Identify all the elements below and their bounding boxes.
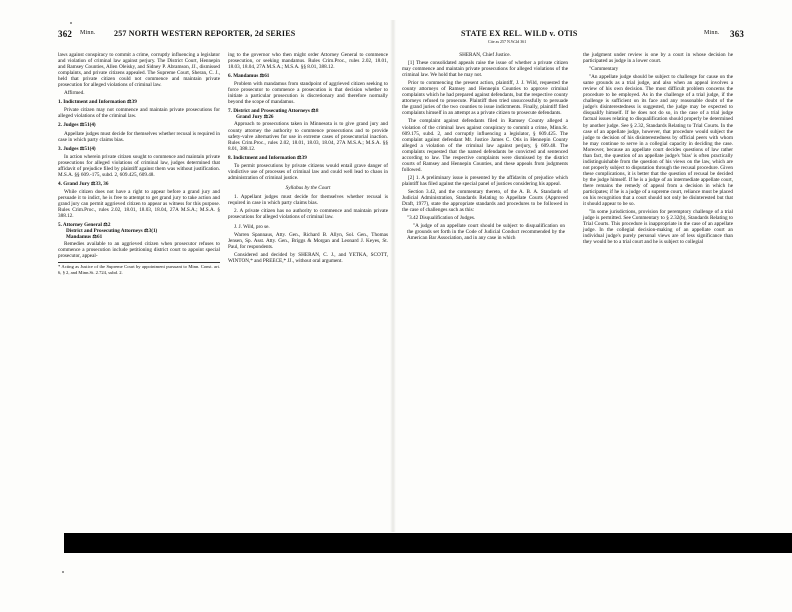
scan-speck — [70, 22, 72, 24]
headnote-7-title-a: 7. District and Prosecuting Attorneys ⚖8 — [228, 108, 319, 115]
quote-continued: the judgment under review is one by a court in whose decision he participated as judge in a lower court. — [583, 52, 733, 65]
right-citation: Cite as 257 N.W.2d 361 — [488, 39, 527, 44]
scan-black-band — [64, 533, 792, 553]
syllabus-title: Syllabus by the Court — [285, 184, 331, 191]
opinion-author: SHERAN, Chief Justice. — [459, 52, 511, 58]
footnote: * Acting as Justice of the Supreme Court by appointment pursuant to Minn. Const. art. 6, § 2, and Minn.St. 2.724, subd. 2. — [58, 264, 220, 275]
headnote-5-text: Remedies available to an aggrieved citizen when prosecutor refuses to commence a prosecution include petitioning district court to appoint special prosecutor, appeal- — [58, 241, 220, 260]
panel-statement: Considered and decided by SHERAN, C. J., and YETKA, SCOTT, WINTON,* and PREECE,* JJ., without oral argument. — [228, 252, 388, 265]
headnote-8-text: To permit prosecutions by private citizens would entail grave danger of vindictive use of processes of criminal law and could well lead to chaos in administration of criminal justice. — [228, 162, 388, 181]
commentary-text-2: "In some jurisdictions, provision for peremptory challenge of a trial judge is permitted. See Commentary to § 2.32(b), Standards Relating to Trial Courts. This procedure is inappropriate in the case of an appellate judge. In the collegial decision-making of an appellate court an individual judge's purely personal views are of less significance than they would be to a trial court and he is subject to collegial — [583, 209, 733, 246]
headnote-2-text: Appellate judges must decide for themselves whether recusal is required in case in which party claims bias. — [58, 130, 220, 143]
syllabus-2: 2. A private citizen has no authority to commence and maintain private prosecutions for alleged violations of criminal law. — [228, 208, 388, 221]
commentary-heading: "Commentary — [589, 66, 619, 73]
headnote-7-title-b: Grand Jury ⚖26 — [236, 114, 274, 121]
headnote-8-title: 8. Indictment and Information ⚖39 — [228, 154, 307, 161]
syllabus-1: 1. Appellant judges must decide for themselves whether recusal is required in case in which party claims bias. — [228, 193, 388, 206]
opinion-para-2: Prior to commencing the present action, plaintiff, J. J. Wild, requested the county attorneys of Ramsey and Hennepin Counties to approve criminal complaints which he had prepared against defendants, but the respective county attorneys refused to prosecute. Plaintiff then tried unsuccessfully to persuade the grand juries of the two counties to issue indictments. Finally, plaintiff filed complaints himself in an attempt as a private citizen to prosecute defendants. — [402, 80, 568, 117]
left-running-title: 257 NORTH WESTERN REPORTER, 2d SERIES — [114, 29, 296, 38]
headnote-5-title-b: District and Prosecuting Attorneys ⚖3(1) — [66, 228, 158, 235]
headnote-4-title: 4. Grand Jury ⚖33, 36 — [58, 180, 109, 187]
opinion-para-5: Section 3.42, and the commentary thereto, of the A. B. A. Standards of Judicial Administration, Standards Relating to Appellate Courts (Approved Draft, 1977), state the appropriate standards and procedures to be followed in the case of challenges such as this: — [402, 188, 568, 214]
respondent-counsel: Warren Spannaus, Atty. Gen., Richard B. Allyn, Sol. Gen., Thomas Jensen, Sp. Asst. Atty. Gen., Briggs & Morgan and Leonard J. Keyes, St. Paul, for respondents. — [228, 232, 388, 251]
disposition: Affirmed. — [64, 90, 85, 97]
right-running-title: STATE EX REL. WILD v. OTIS — [461, 29, 578, 38]
headnote-5-title-c: Mandamus ⚖61 — [66, 234, 103, 241]
right-state: Minn. — [704, 30, 720, 36]
headnote-opening: laws against conspiracy to commit a crime, corruptly influencing a legislator and violation of criminal law against perjury. The District Court, Hennepin and Ramsey Counties, Allen Oleisky, and Sidney P. Abramson, JJ., dismissed complaints, and private citizens appealed. The Supreme Court, Sheran, C. J., held that private citizen could not commence and maintain private prosecution for alleged violations of criminal law. — [58, 52, 220, 89]
headnote-1-text: Private citizen may not commence and maintain private prosecutions for alleged violations of the criminal law. — [58, 107, 220, 120]
headnote-7-text: Approach to prosecutions taken in Minnesota is to give grand jury and county attorney the authority to commence prosecutions and to provide safety-valve alternatives for use in extreme cases of prosecutorial inaction. Rules Crim.Proc., rules 2.02, 18.01, 18.03, 18.04, 27A M.S.A.; M.S.A. §§ 8.01, 388.12. — [228, 121, 388, 152]
opinion-para-3: The complaint against defendants filed in Ramsey County alleged a violation of the criminal laws against conspiracy to commit a crime, Minn.St. 609.175, subd. 2, and corruptly influencing a legislator, § 609.425. The complaint against defendant Mr. Justice James C. Otis in Hennepin County alleged a violation of the criminal law against perjury, § 609.48. The complaints requested that the named defendants be convicted and sentenced according to law. The respective complaints were dismissed by the district courts of Ramsey and Hennepin Counties, and these appeals from judgments followed. — [402, 118, 568, 173]
right-column-1 — [402, 52, 568, 243]
opinion-para-1: [1] These consolidated appeals raise the issue of whether a private citizen may commence and maintain private prosecutions for alleged violations of the criminal law. We hold that he may not. — [402, 60, 568, 79]
headnote-3-title: 3. Judges ⚖51(4) — [58, 145, 96, 152]
headnote-6-text: Problem with mandamus from standpoint of aggrieved citizen seeking to force prosecutor to commence a prosecution is that decision whether to initiate a particular prosecution is discretionary and therefore normally beyond the scope of mandamus. — [228, 81, 388, 106]
quote-text: "A judge of an appellate court should be subject to disqualification on the grounds set forth in the Code of Judicial Conduct recommended by the American Bar Association, and in any case in which — [407, 223, 565, 242]
appellant-counsel: J. J. Wild, pro se. — [234, 224, 270, 231]
commentary-text-1: "An appellate judge should be subject to challenge for cause on the same grounds as a trial judge, and also when an appeal involves a review of his own decision. The most difficult problem concerns the procedure to be employed. As in the challenge of a trial judge, if the challenge is sufficient on its face and any reasonable doubt of the judge's disinterestedness is suggested, the judge may be expected to disqualify himself. If he does not do so, in the case of a trial judge factual issues relating to disqualification should properly be determined by another judge. See § 2.32, Standards Relating to Trial Courts. In the case of an appellate judge, however, that procedure would subject the judge to decision of his disinterestedness by official peers with whom he may continue to serve in a collegial capacity in deciding the case. Moreover, because an appellate court decides questions of law rather than fact, the question of an appellate judge's 'bias' is often practically indistinguishable from the question of his views on the law, which are not properly subject to disputation through the recusal procedure. Given these complications, it is better that the question of recusal be decided by the judge himself. If he is a judge of an intermediate appellate court, there remains the remedy of appeal from a decision in which he participates; if he is a judge of a supreme court, reliance must be placed on his recognition that a court should not only be disinterested but that it should appear to be so. — [583, 74, 733, 208]
book-gutter — [390, 20, 396, 532]
headnote-4-text: While citizen does not have a right to appear before a grand jury and persuade it to indict, he is free to attempt to get grand jury to take action and grand jury can permit aggrieved citizen to appear as witness for this purpose. Rules Crim.Proc., rules 2.02, 18.01, 18.03, 18.04, 27A M.S.A.; M.S.A. § 388.12. — [58, 188, 220, 220]
headnote-5-title-a: 5. Attorney General ⚖2 — [58, 222, 111, 229]
right-page-number: 363 — [730, 29, 745, 39]
opinion-para-4: [2] 1. A preliminary issue is presented by the affidavits of prejudice which plaintiff has filed against the special panel of justices considering his appeal. — [402, 174, 568, 187]
quote-heading: "3.42 Disqualification of Judges. — [407, 215, 476, 222]
left-page-number: 362 — [58, 29, 73, 39]
scan-speck — [62, 571, 64, 573]
left-state: Minn. — [80, 30, 96, 36]
left-column-2 — [228, 52, 388, 266]
headnote-2-title: 2. Judges ⚖51(4) — [58, 122, 96, 129]
headnote-1-title: 1. Indictment and Information ⚖39 — [58, 99, 137, 106]
right-column-2 — [578, 52, 736, 247]
headnote-6-title: 6. Mandamus ⚖61 — [228, 73, 270, 80]
left-column-1 — [58, 52, 220, 277]
headnote-5-continued: ing to the governor who then might order Attorney General to commence prosecution, or seeking mandamus. Rules Crim.Proc., rules 2.02, 18.01, 18.03, 18.04, 27A M.S.A.; M.S.A. §§ 8.01, 388.12. — [228, 52, 388, 71]
headnote-3-text: In action wherein private citizen sought to commence and maintain private prosecutions for alleged violations of criminal law, judges determined that affidavit of prejudice filed by plaintiff against them was without justification. M.S.A. §§ 609.-175, subd. 2, 609.425, 609.48. — [58, 153, 220, 178]
